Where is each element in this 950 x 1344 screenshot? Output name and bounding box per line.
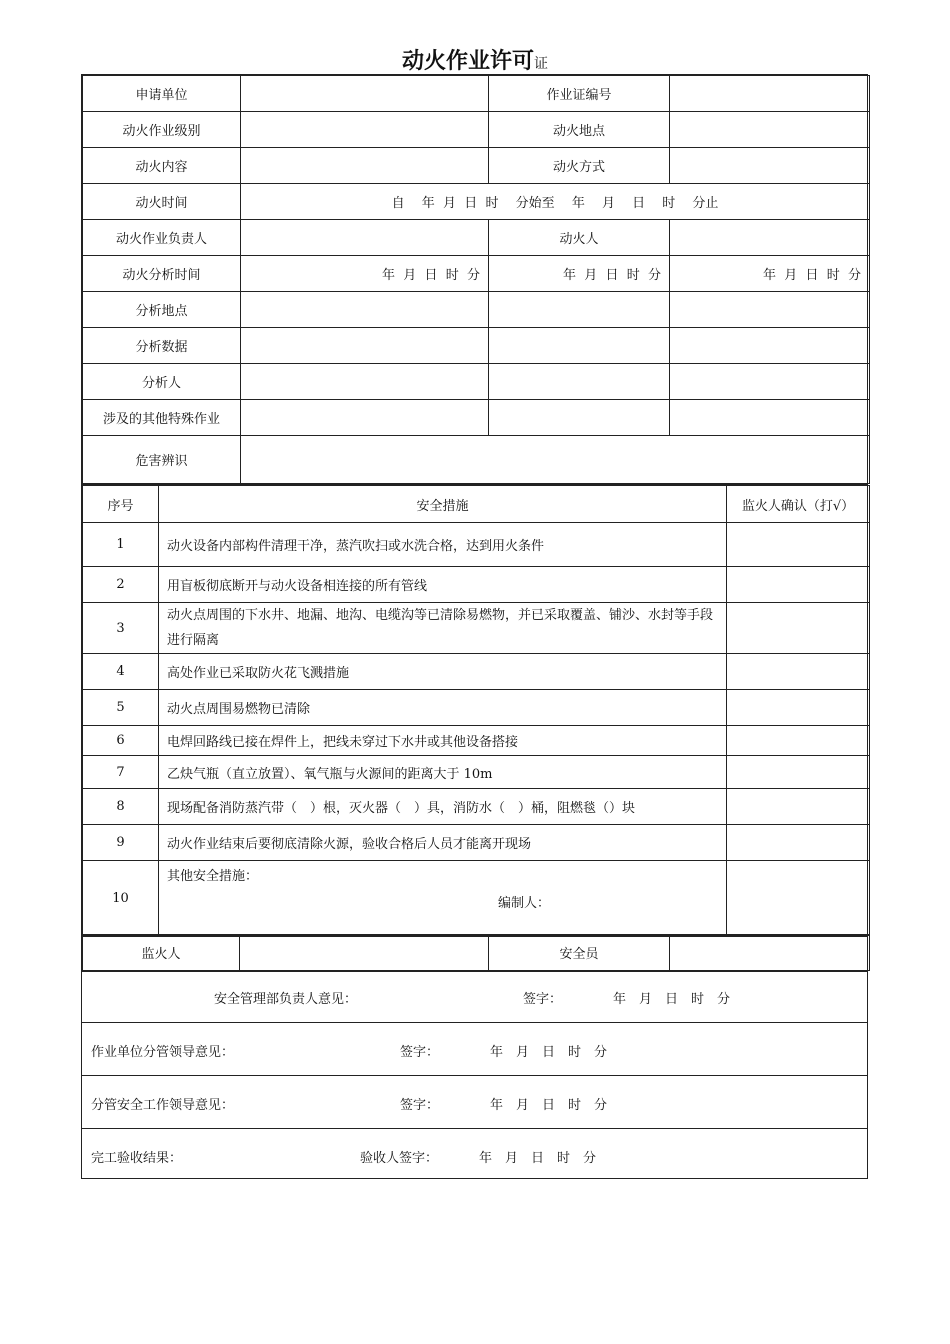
analysis-place-field-1[interactable] <box>241 292 489 328</box>
row-text: 乙炔气瓶（直立放置）、氧气瓶与火源间的距离大于 10m <box>159 756 727 789</box>
row-text: 现场配备消防蒸汽带（ ）根，灭火器（ ）具，消防水（ ）桶，阻燃毯（）块 <box>159 789 727 825</box>
confirm-cell[interactable] <box>727 654 870 690</box>
approval-unit-leader[interactable] <box>82 1023 867 1076</box>
table-row <box>83 690 870 726</box>
page-title <box>0 44 950 75</box>
leader-field[interactable] <box>241 220 489 256</box>
label-analyst: 分析人 <box>83 364 241 400</box>
table-row <box>83 654 870 690</box>
other-measures-label: 其他安全措施： <box>167 869 259 884</box>
row-no: 3 <box>83 603 159 654</box>
content-field[interactable] <box>241 148 489 184</box>
row-no: 9 <box>83 825 159 861</box>
safety-dept-sign: 签字： <box>523 992 563 1007</box>
approval-safety-dept[interactable] <box>82 970 867 1023</box>
safety-dept-label: 安全管理部负责人意见： <box>214 992 358 1007</box>
confirm-cell[interactable] <box>727 756 870 789</box>
table-row <box>83 523 870 567</box>
label-analysis-data: 分析数据 <box>83 328 241 364</box>
row-no: 6 <box>83 726 159 756</box>
analysis-data-field-1[interactable] <box>241 328 489 364</box>
apply-unit-field[interactable] <box>241 76 489 112</box>
safety-leader-label: 分管安全工作领导意见： <box>91 1098 235 1113</box>
row-no: 10 <box>83 861 159 936</box>
confirm-cell[interactable] <box>727 825 870 861</box>
row-text: 高处作业已采取防火花飞溅措施 <box>159 654 727 690</box>
col-no-header: 序号 <box>83 486 159 523</box>
completion-label: 完工验收结果： <box>91 1151 183 1166</box>
row-no: 7 <box>83 756 159 789</box>
staff-table <box>82 934 870 971</box>
confirm-cell[interactable] <box>727 789 870 825</box>
label-analysis-time: 动火分析时间 <box>83 256 241 292</box>
measures-table <box>82 485 870 936</box>
permit-no-field[interactable] <box>670 76 870 112</box>
other-measures-cell[interactable] <box>159 861 727 936</box>
unit-leader-sign: 签字： <box>400 1045 440 1060</box>
analyst-field-1[interactable] <box>241 364 489 400</box>
operator-field[interactable] <box>670 220 870 256</box>
label-level: 动火作业级别 <box>83 112 241 148</box>
label-analysis-place: 分析地点 <box>83 292 241 328</box>
analysis-data-field-2[interactable] <box>489 328 670 364</box>
watcher-field[interactable] <box>240 935 489 971</box>
analysis-date-3[interactable]: 年 月 日 时 分 <box>670 256 870 292</box>
row-text: 动火点周围的下水井、地漏、地沟、电缆沟等已清除易燃物，并已采取覆盖、铺沙、水封等手段进行隔离 <box>159 603 727 654</box>
label-safety-officer: 安全员 <box>489 935 670 971</box>
label-time: 动火时间 <box>83 184 241 220</box>
completion-date: 年 月 日 时 分 <box>479 1151 597 1166</box>
safety-dept-date: 年 月 日 时 分 <box>613 992 731 1007</box>
safety-officer-field[interactable] <box>670 935 870 971</box>
table-row <box>83 603 870 654</box>
confirm-cell[interactable] <box>727 690 870 726</box>
row-no: 4 <box>83 654 159 690</box>
row-no: 8 <box>83 789 159 825</box>
confirm-cell[interactable] <box>727 567 870 603</box>
safety-leader-sign: 签字： <box>400 1098 440 1113</box>
analyst-field-2[interactable] <box>489 364 670 400</box>
table-row <box>83 861 870 936</box>
safety-leader-date: 年 月 日 时 分 <box>490 1098 608 1113</box>
row-text: 动火作业结束后要彻底清除火源，验收合格后人员才能离开现场 <box>159 825 727 861</box>
confirm-cell[interactable] <box>727 603 870 654</box>
label-other-special: 涉及的其他特殊作业 <box>83 400 241 436</box>
row-text: 动火设备内部构件清理干净，蒸汽吹扫或水洗合格，达到用火条件 <box>159 523 727 567</box>
label-method: 动火方式 <box>489 148 670 184</box>
label-content: 动火内容 <box>83 148 241 184</box>
completion-sign: 验收人签字： <box>360 1151 439 1166</box>
table-row <box>83 825 870 861</box>
analysis-data-field-3[interactable] <box>670 328 870 364</box>
approval-safety-leader[interactable] <box>82 1076 867 1129</box>
label-location: 动火地点 <box>489 112 670 148</box>
measures-section <box>81 485 868 937</box>
unit-leader-date: 年 月 日 时 分 <box>490 1045 608 1060</box>
row-text: 用盲板彻底断开与动火设备相连接的所有管线 <box>159 567 727 603</box>
label-leader: 动火作业负责人 <box>83 220 241 256</box>
row-no: 2 <box>83 567 159 603</box>
staff-section <box>81 934 868 972</box>
col-measure-header: 安全措施 <box>159 486 727 523</box>
other-special-field-1[interactable] <box>241 400 489 436</box>
confirm-cell[interactable] <box>727 861 870 936</box>
info-section <box>81 74 868 485</box>
label-permit-no: 作业证编号 <box>489 76 670 112</box>
label-operator: 动火人 <box>489 220 670 256</box>
table-row <box>83 567 870 603</box>
method-field[interactable] <box>670 148 870 184</box>
table-row <box>83 726 870 756</box>
analysis-place-field-3[interactable] <box>670 292 870 328</box>
hazard-field[interactable] <box>241 436 870 484</box>
unit-leader-label: 作业单位分管领导意见： <box>91 1045 235 1060</box>
row-no: 1 <box>83 523 159 567</box>
title-main: 动火作业许可 <box>401 49 534 74</box>
confirm-cell[interactable] <box>727 523 870 567</box>
table-row <box>83 789 870 825</box>
approvals-section <box>81 970 868 1179</box>
approval-completion[interactable] <box>82 1129 867 1180</box>
analysis-place-field-2[interactable] <box>489 292 670 328</box>
editor-label: 编制人： <box>498 896 551 911</box>
title-suffix: 证 <box>534 56 548 72</box>
label-apply-unit: 申请单位 <box>83 76 241 112</box>
analyst-field-3[interactable] <box>670 364 870 400</box>
analysis-date-1[interactable]: 年 月 日 时 分 <box>241 256 489 292</box>
level-field[interactable] <box>241 112 489 148</box>
col-confirm-header: 监火人确认（打√） <box>727 486 870 523</box>
row-no: 5 <box>83 690 159 726</box>
location-field[interactable] <box>670 112 870 148</box>
other-special-field-3[interactable] <box>670 400 870 436</box>
row-text: 动火点周围易燃物已清除 <box>159 690 727 726</box>
label-watcher: 监火人 <box>83 935 240 971</box>
table-row <box>83 756 870 789</box>
info-table <box>82 75 870 484</box>
time-value[interactable]: 自 年 月 日 时 分始至 年 月 日 时 分止 <box>241 184 870 220</box>
confirm-cell[interactable] <box>727 726 870 756</box>
analysis-date-2[interactable]: 年 月 日 时 分 <box>489 256 670 292</box>
row-text: 电焊回路线已接在焊件上，把线未穿过下水井或其他设备搭接 <box>159 726 727 756</box>
other-special-field-2[interactable] <box>489 400 670 436</box>
label-hazard: 危害辨识 <box>83 436 241 484</box>
